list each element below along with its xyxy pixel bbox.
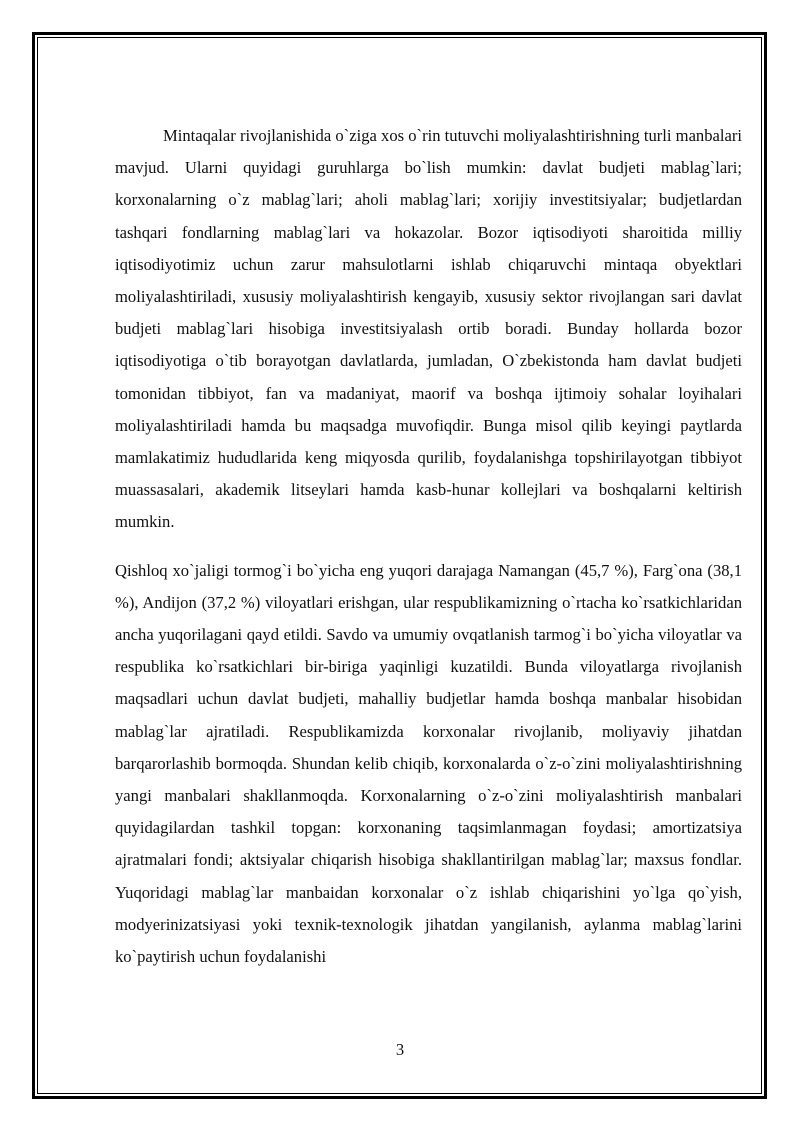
- page-number: 3: [395, 1040, 405, 1059]
- paragraph-1: Mintaqalar rivojlanishida o`ziga xos o`rin tutuvchi moliyalashtirishning turli manbalari mavjud. Ularni quyidagi guruhlarga bo`lish mumkin: davlat budjeti mablag`lari; korxonalarning o`z mablag`lari; aholi mablag`lari; xorijiy investitsiyalar; budjetlardan tashqari fondlarning mablag`lari va hokazolar. Bozor iqtisodiyoti sharoitida milliy iqtisodiyotimiz uchun zarur mahsulotlarni ishlab chiqaruvchi mintaqa obyektlari moliyalashtiriladi, xususiy moliyalashtirish kengayib, xususiy sektor rivojlangan sari davlat budjeti mablag`lari hisobiga investitsiyalash ortib boradi. Bunday hollarda bozor iqtisodiyotiga o`tib borayotgan davlatlarda, jumladan, O`zbekistonda ham davlat budjeti tomonidan tibbiyot, fan va madaniyat, maorif va boshqa ijtimoiy sohalar loyihalari moliyalashtiriladi hamda bu maqsadga muvofiqdir. Bunga misol qilib keyingi paytlarda mamlakatimiz hududlarida keng miqyosda qurilib, foydalanishga topshirilayotgan tibbiyot muassasalari, akademik litseylari hamda kasb-hunar kollejlari va boshqalarni keltirish mumkin.: [115, 126, 742, 532]
- paragraph-2: Qishloq xo`jaligi tormog`i bo`yicha eng yuqori darajaga Namangan (45,7 %), Farg`ona (38,1 %), Andijon (37,2 %) viloyatlari erishgan, ular respublikamizning o`rtacha ko`rsatkichlaridan ancha yuqorilagani qayd etildi. Savdo va umumiy ovqatlanish tarmog`i bo`yicha viloyatlar va respublika ko`rsatkichlari bir-biriga yaqinligi kuzatildi. Bunda viloyatlarga rivojlanish maqsadlari uchun davlat budjeti, mahalliy budjetlar hamda boshqa manbalar hisobidan mablag`lar ajratiladi. Respublikamizda korxonalar rivojlanib, moliyaviy jihatdan barqarorlashib bormoqda. Shundan kelib chiqib, korxonalarda o`z-o`zini moliyalashtirishning yangi manbalari shakllanmoqda. Korxonalarning o`z-o`zini moliyalashtirish manbalari quyidagilardan tashkil topgan: korxonaning taqsimlanmagan foydasi; amortizatsiya ajratmalari fondi; aktsiyalar chiqarish hisobiga shakllantirilgan mablag`lar; maxsus fondlar. Yuqoridagi mablag`lar manbaidan korxonalar o`z ishlab chiqarishini yo`lga qo`yish, modyerinizatsiyasi yoki texnik-texnologik jihatdan yangilanish, aylanma mablag`larini ko`paytirish uchun foydalanishi: [115, 560, 742, 967]
- document-body: [115, 120, 742, 973]
